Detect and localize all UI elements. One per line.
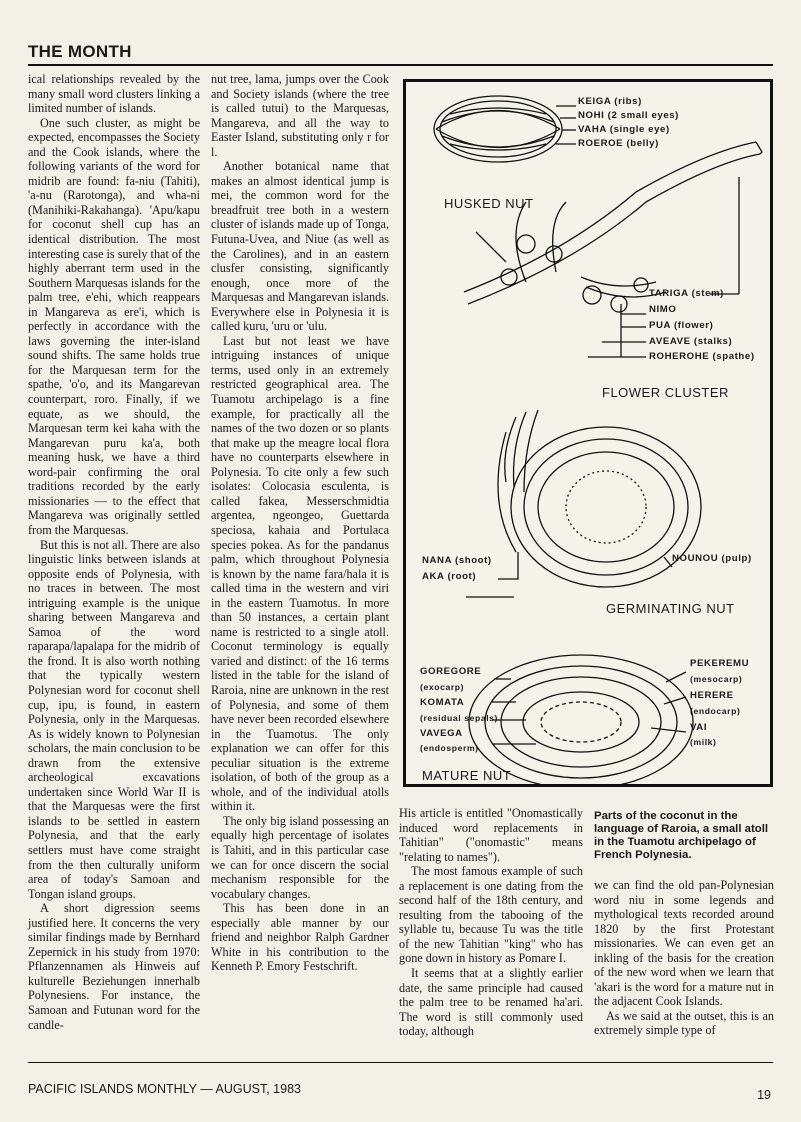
label-endocarp: (endocarp): [690, 706, 741, 716]
label-vai: VAI: [690, 722, 708, 733]
flower-cluster-title: FLOWER CLUSTER: [602, 385, 729, 400]
column-3: [399, 806, 583, 1039]
coconut-parts-figure: [403, 79, 773, 787]
column-1: [28, 72, 200, 1032]
label-aka: AKA (root): [422, 571, 477, 582]
label-residual-sepals: (residual sepals): [420, 713, 499, 723]
paragraph: This has been done in an especially able manner by our friend and neighbor Ralph Gardner White in his contribution to the Kenneth P. Emory Festschrift.: [211, 901, 389, 974]
label-goregore: GOREGORE: [420, 666, 482, 677]
column-2: [211, 72, 389, 974]
label-vavega: VAVEGA: [420, 728, 463, 739]
husked-nut-title: HUSKED NUT: [444, 196, 534, 211]
label-milk: (milk): [690, 737, 717, 747]
section-heading: THE MONTH: [28, 42, 132, 61]
column-4: [594, 878, 774, 1038]
label-nounou: NOUNOU (pulp): [672, 553, 752, 564]
page-number: 19: [757, 1088, 771, 1102]
mature-nut-title: MATURE NUT: [422, 768, 512, 783]
label-vaha: VAHA (single eye): [578, 124, 670, 135]
paragraph: One such cluster, as might be expected, encompasses the Society and the Cook islands, where the following variants of the word for midrib are found: fa-niu (Tahiti), 'a-nu (Rarotonga), and wha-ni (Manihiki-Rakahanga). 'Apu/kapu for coconut shell cup has an identical distribution. The most interesting case is surely that of the highly aberrant term used in the Southern Marquesas islands for the palm tree, e'ehi, which reappears in Mangareva as ere'i, which is perfectly in accordance with the laws governing the inter-island sound shifts. The same holds true for the Marquesan term for the spathe, 'o'o, and its Mangarevan counterpart, roro. Finally, if we equate, as we should, the Marquesan term kei kaha with the Mangarevan puru ka'a, both meaning husk, we have a third word-pair confirming the oral traditions recorded by the early missionaries — to the effect that Mangareva was originally settled from the Marquesas.: [28, 115, 200, 537]
paragraph: A short digression seems justified here. It concerns the very similar findings made by Bernhard Zepernick in his study from 1970: Pflanzennamen als Hinweis auf kulturelle Beziehungen innerhalb Polynesiens. For instance, the Samoan and Futunan word for the candle-: [28, 901, 200, 1032]
label-roeroe: ROEROE (belly): [578, 138, 659, 149]
label-komata: KOMATA: [420, 697, 465, 708]
label-aveave: AVEAVE (stalks): [649, 336, 733, 347]
paragraph: Another botanical name that makes an almost identical jump is mei, the common word for the breadfruit tree both in a western cluster of islands made up of Tonga, Futuna-Uvea, and Niue (as well as the Carolines), and in an eastern clusfer consisting, significantly enough, once more of the Marquesas and Mangarevan islands. Everywhere else in Polynesia it is called kuru, 'uru or 'ulu.: [211, 159, 389, 334]
paragraph: The most famous example of such a replacement is one dating from the second half of the 18th century, and resulting from the tabooing of the syllable tu, because Tu was the title of the new Tahitian "king" who has gone down in history as Pomare I.: [399, 864, 583, 966]
label-endosperm: (endosperm): [420, 743, 479, 753]
paragraph: nut tree, lama, jumps over the Cook and Society islands (where the tree is called tutui) to the Marquesas, Mangareva, and all the way to Easter Island, substituting only r for l.: [211, 72, 389, 159]
paragraph: ical relationships revealed by the many small word clusters linking a limited number of islands.: [28, 72, 200, 116]
label-roherohe: ROHEROHE (spathe): [649, 351, 755, 362]
paragraph: His article is entitled "Onomastically induced word replacements in Tahitian" ("onomastic" means "relating to names").: [399, 806, 583, 864]
label-nana: NANA (shoot): [422, 555, 492, 566]
label-tariga: TARIGA (stem): [649, 288, 724, 299]
paragraph: we can find the old pan-Polynesian word niu in some legends and mythological texts recorded around 1820 by the first Protestant missionaries. We can even get an inkling of the basis for the creation of the new word when we learn that 'akari is the word for a mature nut in the adjacent Cook Islands.: [594, 878, 774, 1009]
label-mesocarp: (mesocarp): [690, 674, 743, 684]
label-nimo: NIMO: [649, 304, 677, 315]
paragraph: The only big island possessing an equally high percentage of isolates is Tahiti, and in this particular case we can for once discern the social mechanism responsible for the vocabulary changes.: [211, 813, 389, 901]
paragraph: As we said at the outset, this is an extremely simple type of: [594, 1008, 774, 1038]
figure-caption: Parts of the coconut in the language of Raroia, a small atoll in the Tuamotu archipelago of French Polynesia.: [594, 810, 769, 861]
top-rule: [28, 64, 773, 66]
label-nohi: NOHI (2 small eyes): [578, 110, 679, 121]
label-exocarp: (exocarp): [420, 682, 465, 692]
label-keiga: KEIGA (ribs): [578, 96, 642, 107]
paragraph: It seems that at a slightly earlier date, the same principle had caused the palm tree to be renamed ha'ari. The word is still commonly used today, although: [399, 966, 583, 1039]
label-herere: HERERE: [690, 690, 734, 701]
germinating-nut-title: GERMINATING NUT: [606, 601, 735, 616]
paragraph: But this is not all. There are also linguistic links between islands at opposite ends of Polynesia, with no traces in between. The most intriguing example is the unique sharing between Mangareva and Samoa of the word raparapa/lapalapa for the midrib of the frond. It is also worth nothing that the typically western Polynesian word for coconut shell cup, ipu, is found, in eastern Polynesia, only in the Marquesas. As is widely known to Polynesian scholars, the main conclusion to be drawn from the extensive archeological excavations undertaken since World War II is that the Marquesas were the first islands to be settled in eastern Polynesia, and that the early settlers must have come straight from the then culturally uniform area of today's Samoan and Tongan island groups.: [28, 537, 200, 901]
publication-footer: PACIFIC ISLANDS MONTHLY — AUGUST, 1983: [28, 1082, 301, 1096]
label-pua: PUA (flower): [649, 320, 714, 331]
label-pekeremu: PEKEREMU: [690, 658, 750, 669]
paragraph: Last but not least we have intriguing instances of unique terms, used only in an extremely restricted geographical area. The Tuamotu archipelago is a fine example, for practically all the names of the two dozen or so plants that make up the meagre local flora have no counterparts elsewhere in Polynesia. To cite only a few such isolates: Colocasia esculenta, is called fakea, Messerschmidtia argentea, ngeongeo, Guettarda speciosa, kahaia and Portulaca species pokea. As for the pandanus palm, which throughout Polynesia is known by the name fara/hala it is called tima in the western and viri in the eastern Tuamotus. In more than 50 instances, a certain plant name is restricted to a single atoll. Coconut terminology is equally varied and distinct: of the 16 terms listed in the table for the island of Raroia, nine are unknown in the rest of Polynesia, and some of them have never been recorded elsewhere in the Tuamotus. The only explanation we can offer for this peculiar situation is the extreme isolation, of both of the group as a whole, and of the individual atolls within it.: [211, 333, 389, 814]
bottom-rule: [28, 1062, 773, 1063]
